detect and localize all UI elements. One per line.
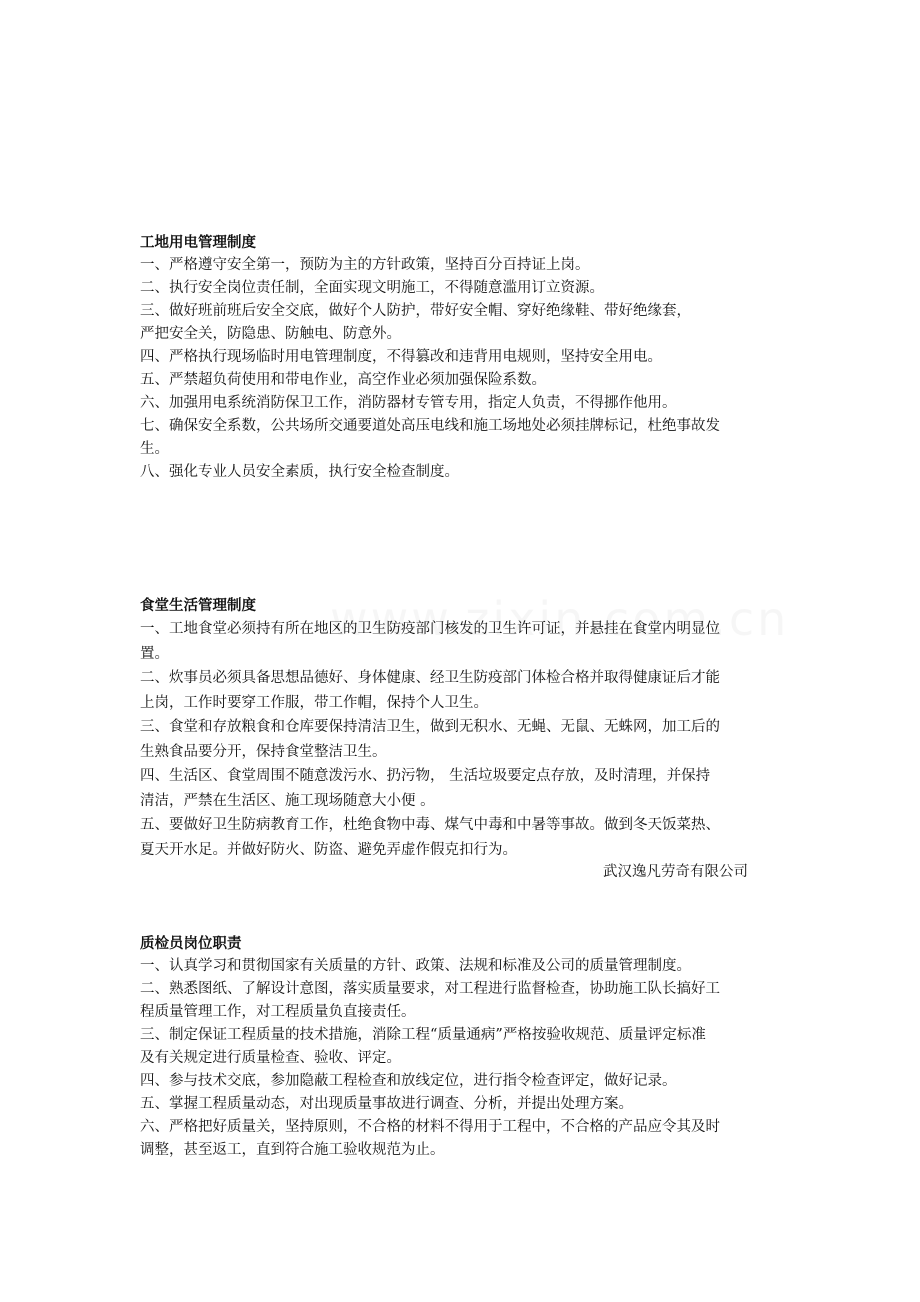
line: 二、熟悉图纸、了解设计意图，落实质量要求，对工程进行监督检查，协助施工队长搞好工 [140,981,720,997]
line: 五、掌握工程质量动态，对出现质量事故进行调查、分析，并提出处理方案。 [140,1096,633,1112]
line: 三、制定保证工程质量的技术措施，消除工程“质量通病”严格按验收规范、质量评定标准 [140,1027,706,1043]
line: 清洁，严禁在生活区、施工现场随意大小便 。 [140,792,435,809]
section-electricity [140,232,790,484]
line: 二、炊事员必须具备思想品德好、身体健康、经卫生防疫部门体检合格并取得健康证后才能 [140,670,720,686]
line: 及有关规定进行质量检查、验收、评定。 [140,1050,401,1066]
line: 七、确保安全系数，公共场所交通要道处高压电线和施工场地处必须挂牌标记，杜绝事故发 [140,418,720,434]
section-canteen [140,595,790,862]
line: 一、工地食堂必须持有所在地区的卫生防疫部门核发的卫生许可证，并悬挂在食堂内明显位 [140,621,720,637]
line: 调整，甚至返工，直到符合施工验收规范为止。 [140,1142,445,1158]
section-quality-inspector [140,933,790,1162]
section-title: 食堂生活管理制度 [140,598,256,614]
line: 五、要做好卫生防病教育工作，杜绝食物中毒、煤气中毒和中暑等事故。做到冬天饭菜热、 [140,817,720,833]
line: 夏天开水足。并做好防火、防盗、避免弄虚作假克扣行为。 [140,841,517,858]
line: 置。 [140,645,169,662]
line: 二、执行安全岗位责任制，全面实现文明施工，不得随意滥用订立资源。 [140,280,604,296]
section-lines [140,254,790,484]
line: 生。 [140,441,169,457]
section-lines [140,617,790,862]
line: 上岗，工作时要穿工作服，带工作帽，保持个人卫生。 [140,694,488,711]
line: 八、强化专业人员安全素质，执行安全检查制度。 [140,464,459,480]
line: 四、严格执行现场临时用电管理制度，不得篡改和违背用电规则，坚持安全用电。 [140,349,662,365]
line: 三、食堂和存放粮食和仓库要保持清洁卫生，做到无积水、无蝇、无鼠、无蛛网，加工后的 [140,719,720,735]
line: 一、认真学习和贯彻国家有关质量的方针、政策、法规和标准及公司的质量管理制度。 [140,958,691,974]
line: 五、严禁超负荷使用和带电作业，高空作业必须加强保险系数。 [140,372,546,388]
line: 六、加强用电系统消防保卫工作，消防器材专管专用，指定人负责，不得挪作他用。 [140,395,677,411]
line: 六、严格把好质量关，坚持原则，不合格的材料不得用于工程中，不合格的产品应令其及时 [140,1119,720,1135]
line: 严把安全关，防隐患、防触电、防意外。 [140,326,401,342]
line: 一、严格遵守安全第一，预防为主的方针政策，坚持百分百持证上岗。 [140,257,590,273]
section-title: 工地用电管理制度 [140,235,256,251]
line: 三、做好班前班后安全交底，做好个人防护，带好安全帽、穿好绝缘鞋、带好绝缘套， [140,303,691,319]
line: 生熟食品要分开，保持食堂整洁卫生。 [140,743,387,760]
line: 四、生活区、食堂周围不随意泼污水、扔污物， 生活垃圾要定点存放，及时清理，并保持 [140,768,711,784]
line: 程质量管理工作，对工程质量负直接责任。 [140,1004,416,1020]
company-signature: 武汉逸凡劳奇有限公司 [603,864,748,880]
section-title: 质检员岗位职责 [140,936,242,952]
section-lines [140,955,790,1162]
line: 四、参与技术交底，参加隐蔽工程检查和放线定位，进行指令检查评定，做好记录。 [140,1073,677,1089]
